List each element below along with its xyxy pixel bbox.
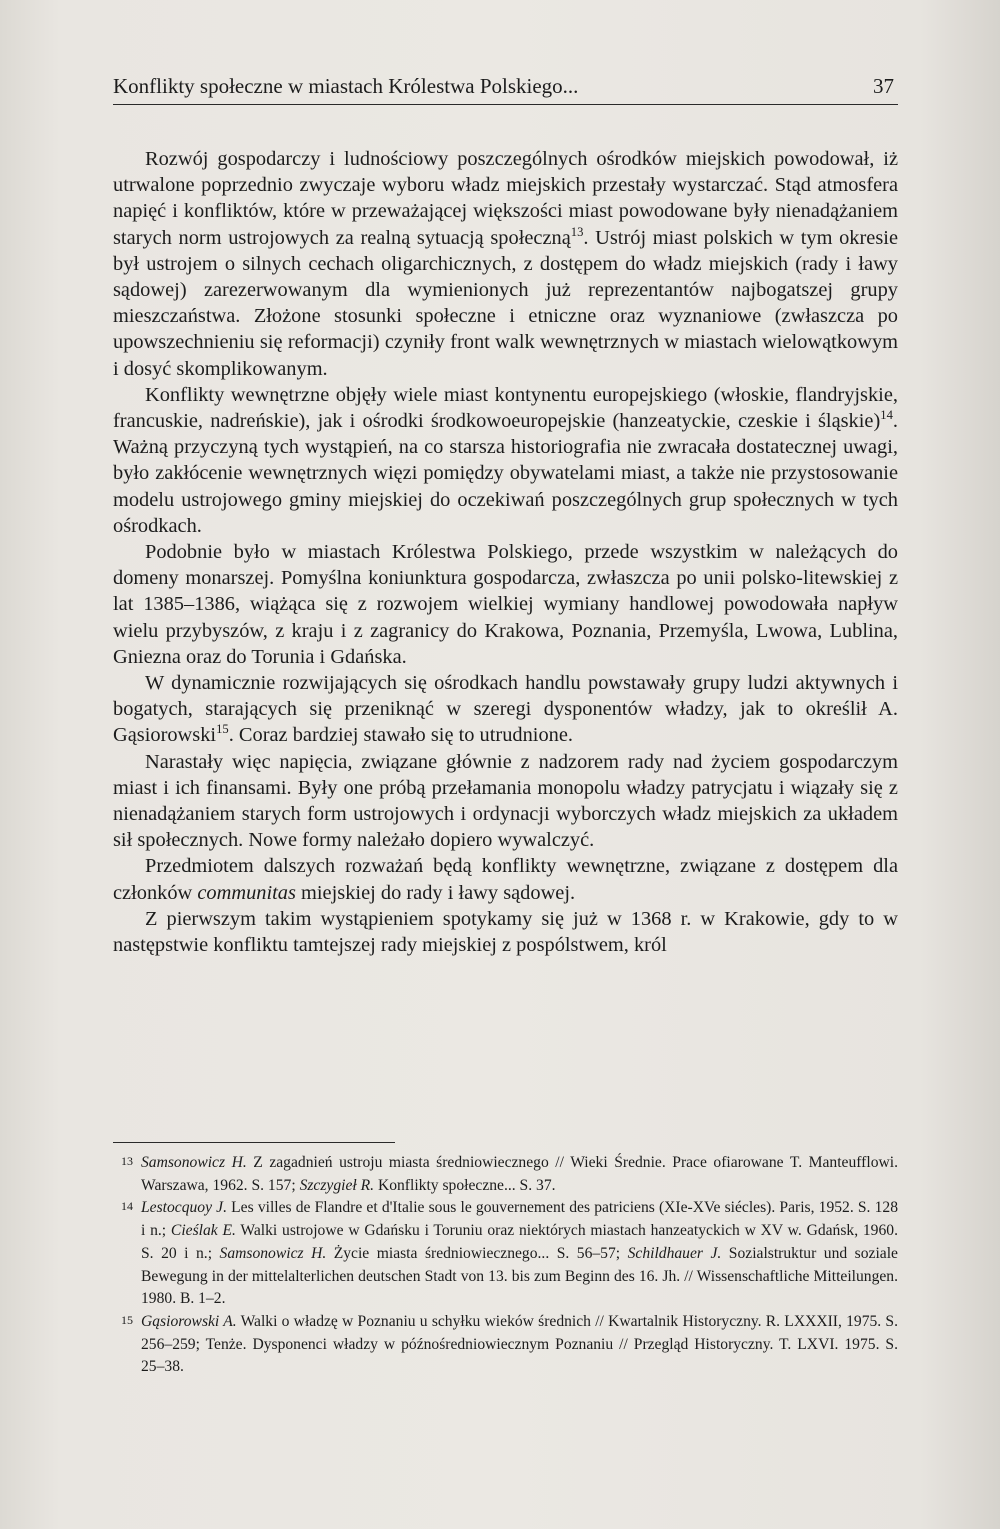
footnote-13 — [113, 1152, 898, 1197]
footnote-13-author-1: Samsonowicz H. — [141, 1154, 247, 1171]
paragraph-2 — [113, 382, 898, 539]
paragraph-6-italic-term: communitas — [197, 881, 296, 904]
footnote-14-author-4: Schildhauer J. — [627, 1244, 722, 1262]
paragraph-6 — [113, 853, 898, 905]
footnote-14-mark: 14 — [121, 1199, 133, 1214]
paragraph-6-text-b: miejskiej do rady i ławy sądowej. — [295, 881, 576, 904]
footnote-13-text-2: Konflikty społeczne... S. 37. — [374, 1176, 556, 1194]
footnote-14-text-4: Sozialstruktur und soziale Bewegung in der mittelalterlichen deutschen Stadt von 13. bis zum Beginn des 16. Jh. // Wissenschaftliche Mitteilungen. 1980. B. 1–2. — [141, 1244, 898, 1308]
footnotes — [113, 1152, 898, 1379]
main-text — [113, 146, 898, 958]
footnote-14-author-2: Cieślak E. — [170, 1222, 236, 1240]
footnote-14 — [113, 1197, 898, 1311]
footnote-14-text-2: Walki ustrojowe w Gdańsku i Toruniu oraz niektórych miastach hanzeatyckich w XV w. Gdańsk, 1960. S. 20 i n.; — [141, 1222, 898, 1262]
footnote-13-author-2: Szczygieł R. — [299, 1176, 375, 1194]
footnote-15 — [113, 1311, 898, 1379]
footnote-14-author-1: Lestocquoy J. — [141, 1199, 227, 1217]
paragraph-1-text-b: . Ustrój miast polskich w tym okresie był ustrojem o silnych cechach oligarchicznych, z dostępem do władz miejskich (rady i ławy sądowej) zarezerwowanym dla wymienionych już reprezentantów najbogatszej grupy mieszczaństwa. Złożone stosunki społeczne i etniczne oraz wyznaniowe (zwłaszcza po upowszechnieniu się reformacji) czyniły front walk wewnętrznych w miastach wielowątkowym i dosyć skomplikowanym. — [113, 226, 898, 380]
paragraph-1-text-a: Rozwój gospodarczy i ludnościowy poszczególnych ośrodków miejskich powodował, iż utrwalone poprzednio zwyczaje wyboru władz miejskich przestały wystarczać. Stąd atmosfera napięć i konfliktów, które w przeważającej większości miast powodowane były nienadążaniem starych norm ustrojowych za realną sytuacją społeczną — [113, 148, 898, 249]
paragraph-4-text-a: W dynamicznie rozwijających się ośrodkach handlu powstawały grupy ludzi aktywnych i bogatych, starających się przeniknąć w szeregi dysponentów władzy, jak to określił A. Gąsiorowski — [113, 672, 898, 747]
paragraph-1 — [113, 146, 898, 382]
paragraph-4 — [113, 670, 898, 749]
paragraph-7: Z pierwszym takim wystąpieniem spotykamy się już w 1368 r. w Krakowie, gdy to w następstwie konfliktu tamtejszej rady miejskiej z pospólstwem, król — [113, 907, 898, 957]
footnote-14-text-1: Les villes de Flandre et d'Italie sous le gouvernement des patriciens (XIe-XVe siécles). Paris, 1952. S. 128 i n.; — [141, 1199, 898, 1240]
paragraph-4-text-b: . Coraz bardziej stawało się to utrudnione. — [228, 724, 573, 747]
footnote-ref-14: 14 — [880, 408, 893, 423]
paragraph-6-text-a: Przedmiotem dalszych rozważań będą konflikty wewnętrzne, związane z dostępem dla członków — [113, 855, 898, 904]
footnote-15-text-1: Walki o władzę w Poznaniu u schyłku wieków średnich // Kwartalnik Historyczny. R. LXXXII, 1975. S. 256–259; Tenże. Dysponenci władzy w późnośredniowiecznym Poznaniu // Przegląd Historyczny. T. LXVI. 1975. S. 25–38. — [141, 1312, 898, 1376]
footnote-13-text-1: Z zagadnień ustroju miasta średniowiecznego // Wieki Średnie. Prace ofiarowane T. Manteufflowi. Warszawa, 1962. S. 157; — [141, 1154, 898, 1194]
paragraph-2-text-b: . Ważną przyczyną tych wystąpień, na co starsza historiografia nie zwracała dostatecznej uwagi, było zakłócenie wewnętrznych więzi pomiędzy obywatelami miast, a także nie przystosowanie modelu ustrojowego gminy miejskiej do oczekiwań poszczególnych grup społecznych w tych ośrodkach. — [113, 410, 898, 537]
footnote-15-author-1: Gąsiorowski A. — [141, 1312, 237, 1330]
paragraph-2-text-a: Konflikty wewnętrzne objęły wiele miast kontynentu europejskiego (włoskie, flandryjskie, francuskie, nadreńskie), jak i ośrodki środkowoeuropejskie (hanzeatyckie, czeskie i śląskie) — [113, 383, 898, 433]
footnote-13-mark: 13 — [121, 1154, 133, 1168]
footnote-ref-13: 13 — [570, 224, 584, 239]
page-number: 37 — [873, 74, 894, 98]
footnote-14-text-3: Życie miasta średniowiecznego... S. 56–57; — [326, 1244, 628, 1262]
paragraph-3: Podobnie było w miastach Królestwa Polskiego, przede wszystkim w należących do domeny monarszej. Pomyślna koniunktura gospodarcza, zwłaszcza po unii polsko-litewskiej z lat 1385–1386, wiążąca się z rozwojem wielkiej wymiany handlowej powodowała napływ wielu przybyszów, z kraju i z zagranicy do Krakowa, Poznania, Przemyśla, Lwowa, Lublina, Gniezna oraz do Torunia i Gdańska. — [113, 541, 898, 668]
footnote-14-author-3: Samsonowicz H. — [219, 1244, 327, 1262]
footnote-15-mark: 15 — [121, 1312, 133, 1327]
running-head-title: Konflikty społeczne w miastach Królestwa Polskiego... — [113, 74, 579, 98]
paragraph-5: Narastały więc napięcia, związane głównie z nadzorem rady nad życiem gospodarczym miast i ich finansami. Były one próbą przełamania monopolu władzy patrycjatu i wiązały się z nienadążaniem starych form ustrojowych i ordynacji wyborczych władz miejskich za układem sił społecznych. Nowe formy należało dopiero wywalczyć. — [113, 750, 898, 852]
footnote-ref-15: 15 — [216, 722, 229, 737]
running-head — [113, 70, 898, 105]
footnote-separator — [113, 1142, 395, 1143]
